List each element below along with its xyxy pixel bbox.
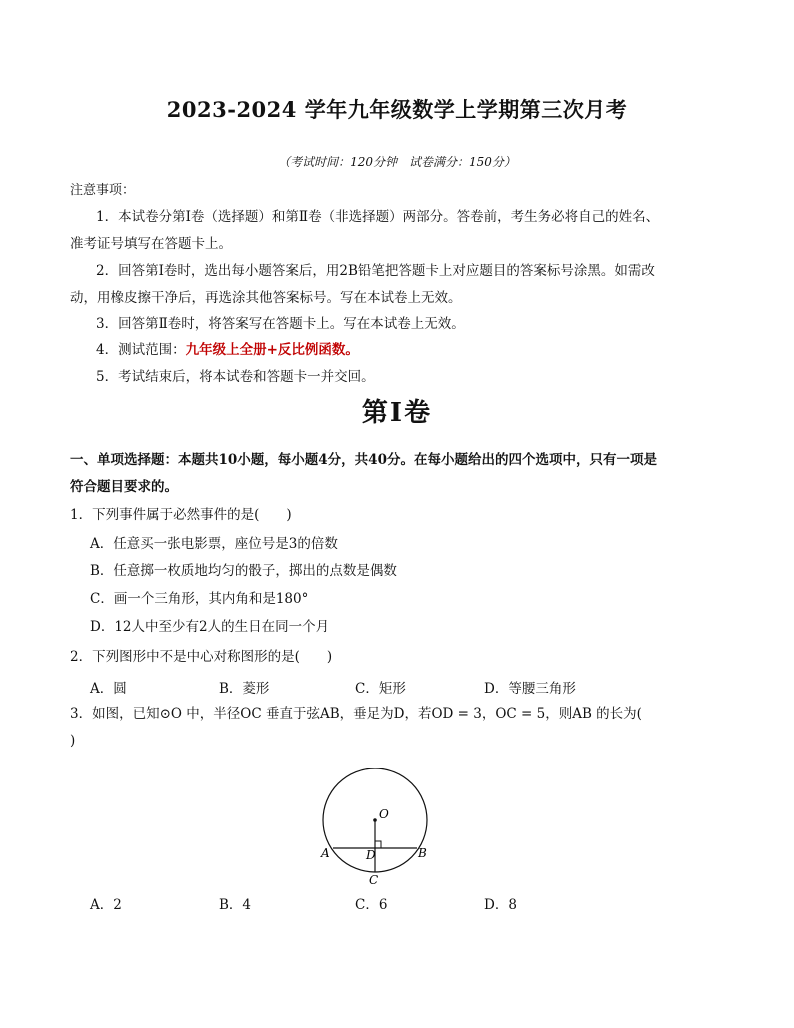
label-d: D [366, 848, 376, 862]
question-1-option-b: B．任意掷一枚质地均匀的骰子，掷出的点数是偶数 [90, 563, 397, 579]
circle-figure [315, 768, 440, 888]
note-2-line-1: 2．回答第Ⅰ卷时，选出每小题答案后，用2B铅笔把答题卡上对应题目的答案标号涂黑。如需改 [96, 263, 655, 279]
section-title: 第Ⅰ卷 [361, 398, 433, 428]
note-5: 5．考试结束后，将本试卷和答题卡一并交回。 [96, 369, 375, 385]
question-3-option-a: A．2 [90, 897, 122, 913]
question-1-stem: 1．下列事件属于必然事件的是( ) [70, 507, 292, 523]
question-3-option-c: C．6 [355, 897, 388, 913]
question-3-stem-end: ) [70, 733, 76, 749]
section-intro-line-2: 符合题目要求的。 [70, 479, 178, 495]
note-1-line-2: 准考证号填写在答题卡上。 [70, 236, 232, 252]
question-2-option-d: D．等腰三角形 [484, 681, 576, 697]
label-a: A [321, 846, 330, 860]
question-3-option-d: D．8 [484, 897, 517, 913]
question-3-option-b: B．4 [219, 897, 252, 913]
notes-label: 注意事项： [70, 183, 136, 198]
question-2-option-a: A．圆 [90, 681, 127, 697]
question-2-stem: 2．下列图形中不是中心对称图形的是( ) [70, 649, 333, 665]
right-angle-mark [375, 841, 381, 848]
question-1-option-c: C．画一个三角形，其内角和是180° [90, 591, 309, 607]
note-4-range: 九年级上全册+反比例函数。 [185, 342, 359, 358]
question-1-option-d: D．12人中至少有2人的生日在同一个月 [90, 619, 330, 635]
question-2-option-c: C．矩形 [355, 681, 406, 697]
label-c: C [369, 873, 379, 887]
exam-subtitle: （考试时间：120分钟 试卷满分：150分） [278, 155, 516, 169]
label-b: B [418, 846, 427, 860]
question-1-option-a: A．任意买一张电影票，座位号是3的倍数 [90, 536, 338, 552]
note-4-prefix: 4．测试范围： [96, 342, 186, 358]
note-1-line-1: 1．本试卷分第Ⅰ卷（选择题）和第Ⅱ卷（非选择题）两部分。答卷前，考生务必将自己的姓名、 [96, 209, 660, 225]
note-2-line-2: 动，用橡皮擦干净后，再选涂其他答案标号。写在本试卷上无效。 [70, 290, 462, 306]
label-o: O [379, 807, 389, 821]
exam-title: 2023-2024 学年九年级数学上学期第三次月考 [166, 97, 628, 122]
note-3: 3．回答第Ⅱ卷时，将答案写在答题卡上。写在本试卷上无效。 [96, 316, 465, 332]
question-3-stem: 3．如图，已知⊙O 中，半径OC 垂直于弦AB，垂足为D，若OD = 3，OC = 5，则AB 的长为( [70, 706, 642, 722]
note-4 [96, 341, 359, 359]
center-point [373, 818, 377, 822]
question-2-option-b: B．菱形 [219, 681, 270, 697]
section-intro-line-1: 一、单项选择题：本题共10小题，每小题4分，共40分。在每小题给出的四个选项中，只有一项是 [70, 452, 657, 468]
